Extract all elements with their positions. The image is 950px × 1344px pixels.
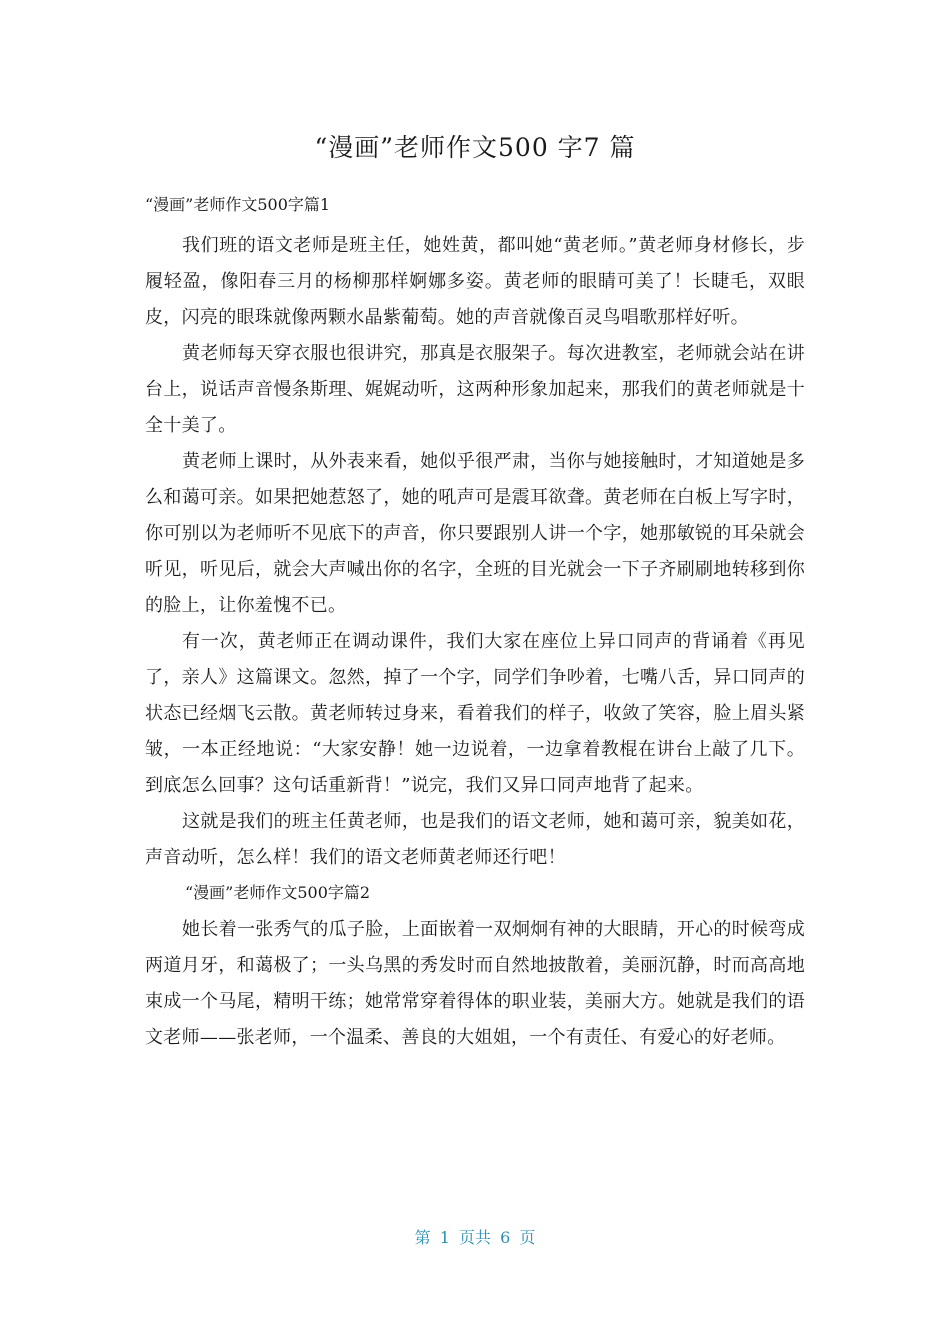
paragraph: 这就是我们的班主任黄老师，也是我们的语文老师，她和蔼可亲，貌美如花，声音动听，怎么样！我们的语文老师黄老师还行吧！ <box>145 811 805 868</box>
paragraph: 我们班的语文老师是班主任，她姓黄，都叫她“黄老师。”黄老师身材修长，步履轻盈，像阳春三月的杨柳那样婀娜多姿。黄老师的眼睛可美了！长睫毛，双眼皮，闪亮的眼珠就像两颗水晶紫葡萄。她的声音就像百灵鸟唱歌那样好听。 <box>145 235 805 328</box>
document-body <box>145 190 805 1056</box>
document-title: “漫画”老师作文500 字7 篇 <box>314 133 636 162</box>
page-number-footer: 第 1 页共 6 页 <box>414 1228 536 1247</box>
paragraph: 黄老师每天穿衣服也很讲究，那真是衣服架子。每次进教室，老师就会站在讲台上，说话声音慢条斯理、娓娓动听，这两种形象加起来，那我们的黄老师就是十全十美了。 <box>145 343 805 436</box>
paragraph: 她长着一张秀气的瓜子脸，上面嵌着一双炯炯有神的大眼睛，开心的时候弯成两道月牙，和蔼极了；一头乌黑的秀发时而自然地披散着，美丽沉静，时而高高地束成一个马尾，精明干练；她常常穿着得体的职业装，美丽大方。她就是我们的语文老师——张老师，一个温柔、善良的大姐姐，一个有责任、有爱心的好老师。 <box>145 919 805 1048</box>
section-heading-2: “漫画”老师作文500字篇2 <box>185 883 371 902</box>
section-heading-1: “漫画”老师作文500字篇1 <box>145 195 331 214</box>
paragraph: 黄老师上课时，从外表来看，她似乎很严肃，当你与她接触时，才知道她是多么和蔼可亲。如果把她惹怒了，她的吼声可是震耳欲聋。黄老师在白板上写字时，你可别以为老师听不见底下的声音，你只要跟别人讲一个字，她那敏锐的耳朵就会听见，听见后，就会大声喊出你的名字，全班的目光就会一下子齐刷刷地转移到你的脸上，让你羞愧不已。 <box>145 451 805 616</box>
paragraph: 有一次，黄老师正在调动课件，我们大家在座位上异口同声的背诵着《再见了，亲人》这篇课文。忽然，掉了一个字，同学们争吵着，七嘴八舌，异口同声的状态已经烟飞云散。黄老师转过身来，看着我们的样子，收敛了笑容，脸上眉头紧皱，一本正经地说：“大家安静！她一边说着，一边拿着教棍在讲台上敲了几下。到底怎么回事？这句话重新背！”说完，我们又异口同声地背了起来。 <box>145 631 805 796</box>
